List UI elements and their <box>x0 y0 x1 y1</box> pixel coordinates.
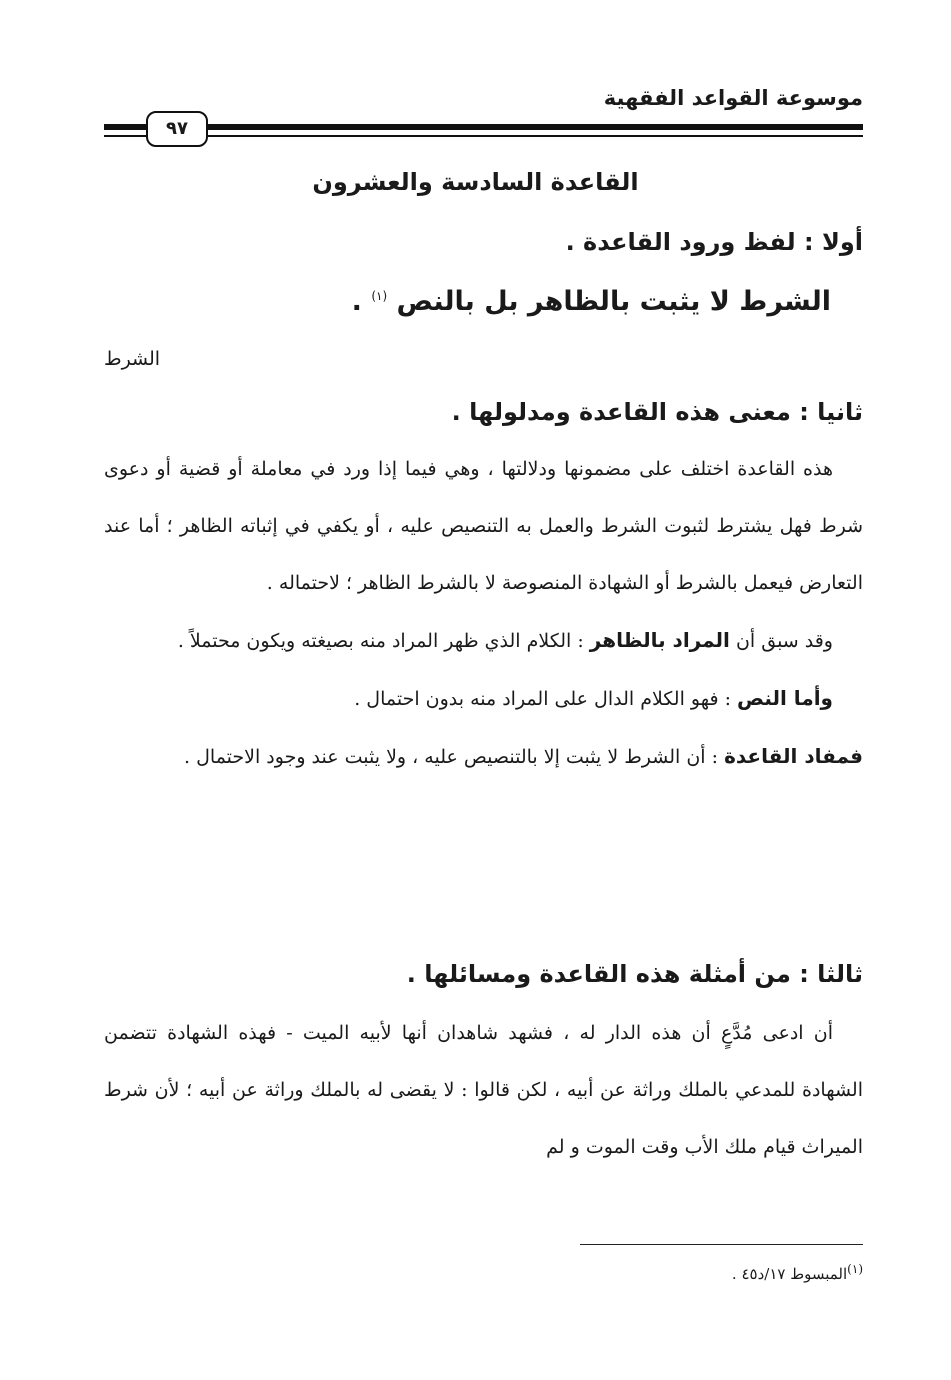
section2-heading: ثانيا : معنى هذه القاعدة ومدلولها . <box>451 398 863 426</box>
term-nass: وأما النص <box>737 686 833 710</box>
running-header: موسوعة القواعد الفقهية <box>603 86 863 110</box>
rule-end: . <box>351 286 362 317</box>
section2-paragraph-3 <box>104 670 863 728</box>
page-number: ٩٧ <box>146 111 208 147</box>
section2-body <box>104 441 863 786</box>
footnote-marker: (١) <box>847 1262 863 1276</box>
header-rule-thick <box>104 124 863 130</box>
section1-heading: أولا : لفظ ورود القاعدة . <box>565 228 863 256</box>
rule-text: الشرط لا يثبت بالظاهر بل بالنص <box>396 286 831 317</box>
footnote <box>732 1262 863 1283</box>
section2-paragraph-4 <box>104 728 863 786</box>
footnote-rule <box>580 1244 863 1245</box>
section3-heading: ثالثا : من أمثلة هذه القاعدة ومسائلها . <box>406 960 863 988</box>
term-mufad: فمفاد القاعدة <box>724 744 863 768</box>
margin-note: الشرط <box>104 348 161 370</box>
footnote-text: المبسوط ١٧/د٤٥ . <box>731 1265 848 1283</box>
header-rule-thin <box>104 135 863 137</box>
section2-paragraph-1: هذه القاعدة اختلف على مضمونها ودلالتها ، وهي فيما إذا ورد في معاملة أو قضية أو دعوى شرط فهل يشترط لثبوت الشرط والعمل به التنصيص عليه ، أو يكفي في إثباته الظاهر ؛ أما عند التعارض فيعمل بالشرط أو الشهادة المنصوصة لا بالشرط الظاهر ؛ لاحتماله . <box>104 458 863 594</box>
para2-pre: وقد سبق أن <box>729 630 833 652</box>
section3-body <box>104 1005 863 1176</box>
term-zahir: المراد بالظاهر <box>589 628 730 652</box>
para4-post: : أن الشرط لا يثبت إلا بالتنصيص عليه ، ولا يثبت عند وجود الاحتمال . <box>184 746 725 768</box>
para2-post: : الكلام الذي ظهر المراد منه بصيغته ويكون محتملاً . <box>177 630 590 652</box>
section2-paragraph-2 <box>104 612 863 670</box>
rule-footnote-marker: (١) <box>371 289 388 303</box>
chapter-title: القاعدة السادسة والعشرون <box>312 168 639 196</box>
section3-paragraph-1: أن ادعى مُدَّعٍ أن هذه الدار له ، فشهد شاهدان أنها لأبيه الميت - فهذه الشهادة تتضمن الشهادة للمدعي بالملك وراثة عن أبيه ، لكن قالوا : لا يقضى له بالملك وراثة عن أبيه ؛ لأن شرط الميراث قيام ملك الأب وقت الموت و لم <box>104 1022 863 1158</box>
para3-post: : فهو الكلام الدال على المراد منه بدون احتمال . <box>354 688 738 710</box>
rule-statement <box>352 286 831 317</box>
